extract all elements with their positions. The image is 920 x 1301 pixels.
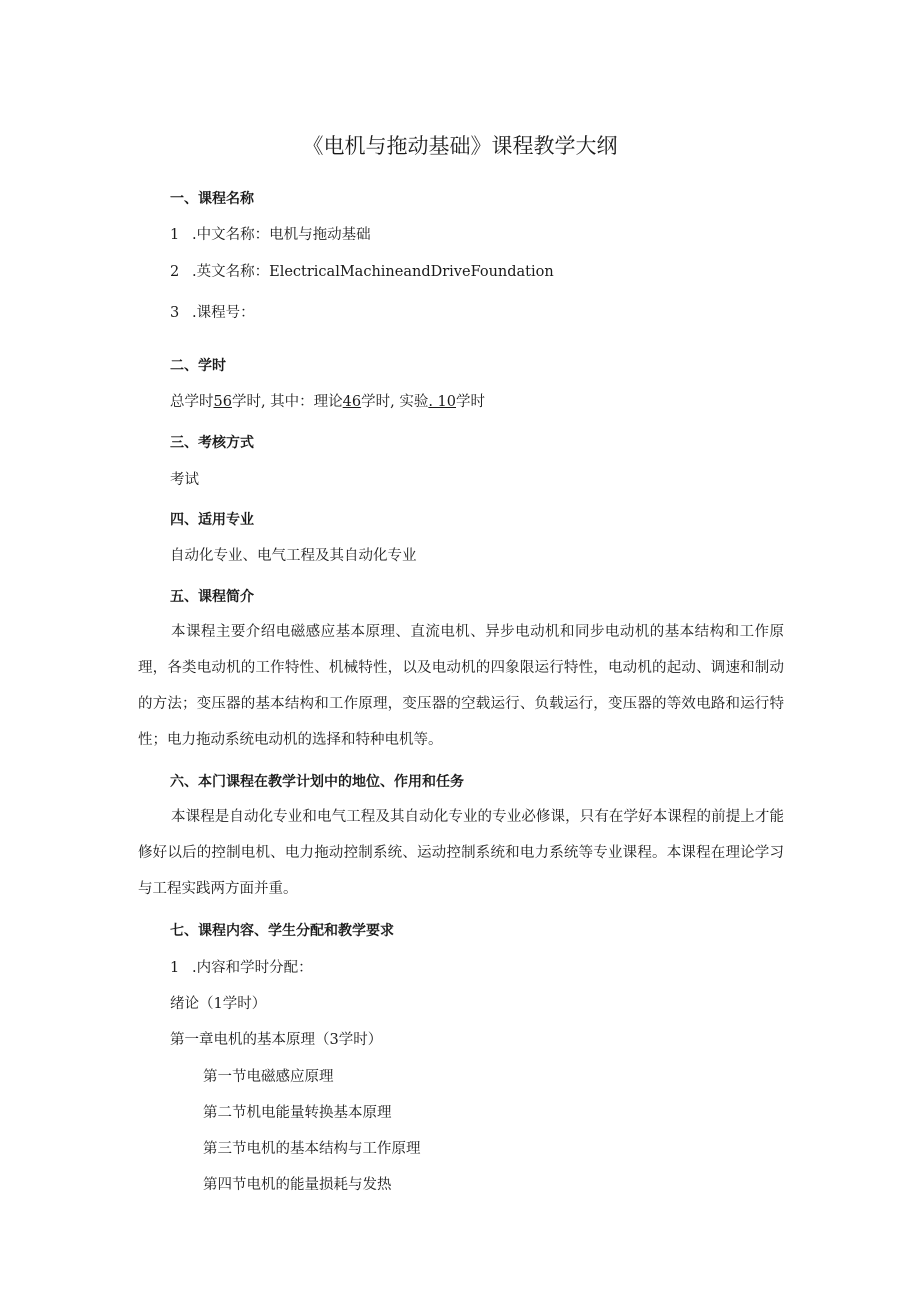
- hours-label: 学时, 实验: [361, 394, 429, 410]
- section-item: 第三节电机的基本结构与工作原理: [203, 1141, 421, 1157]
- list-item-chinese-name: [170, 223, 371, 244]
- section-heading-assessment: 三、考核方式: [170, 435, 254, 451]
- list-number: 1: [170, 960, 180, 976]
- hours-label: 学时, 其中：理论: [231, 394, 343, 410]
- assessment-text: 考试: [170, 472, 199, 488]
- hours-label: 总学时: [170, 394, 214, 410]
- list-item-course-number: [170, 301, 255, 322]
- list-text: .英文名称：ElectricalMachineandDriveFoundation: [192, 264, 554, 280]
- list-text: .课程号：: [192, 305, 255, 321]
- list-text: .中文名称：电机与拖动基础: [192, 227, 371, 243]
- section-item: 第四节电机的能量损耗与发热: [203, 1177, 392, 1193]
- list-item-content-allocation: [170, 956, 313, 977]
- majors-text: 自动化专业、电气工程及其自动化专业: [170, 548, 417, 564]
- section-heading-hours: 二、学时: [170, 358, 226, 374]
- list-number: 3: [170, 305, 180, 321]
- intro-chapter: 绪论（1学时）: [170, 996, 267, 1012]
- list-number: 2: [170, 264, 180, 280]
- theory-hours: 46: [342, 394, 362, 410]
- section-heading-content: 七、课程内容、学生分配和教学要求: [170, 923, 394, 939]
- list-number: 1: [170, 227, 180, 243]
- introduction-paragraph: 本课程主要介绍电磁感应基本原理、直流电机、异步电动机和同步电动机的基本结构和工作原理，各类电动机的工作特性、机械特性，以及电动机的四象限运行特性，电动机的起动、调速和制动的方法；变压器的基本结构和工作原理，变压器的空载运行、负载运行，变压器的等效电路和运行特性；电力拖动系统电动机的选择和特种电机等。: [138, 624, 784, 748]
- document-title: 《电机与拖动基础》课程教学大纲: [302, 134, 618, 158]
- list-item-english-name: [170, 260, 554, 281]
- section-heading-majors: 四、适用专业: [170, 512, 254, 528]
- chapter-1: 第一章电机的基本原理（3学时）: [170, 1032, 383, 1048]
- total-hours: 56: [213, 394, 232, 410]
- lab-hours: . 10: [428, 394, 457, 410]
- section-heading-role: 六、本门课程在教学计划中的地位、作用和任务: [170, 774, 464, 790]
- list-text: .内容和学时分配：: [192, 960, 313, 976]
- section-heading-introduction: 五、课程简介: [170, 589, 254, 605]
- role-paragraph: 本课程是自动化专业和电气工程及其自动化专业的专业必修课，只有在学好本课程的前提上才能修好以后的控制电机、电力拖动控制系统、运动控制系统和电力系统等专业课程。本课程在理论学习与工程实践两方面并重。: [138, 809, 784, 897]
- hours-text: [170, 390, 485, 411]
- hours-label: 学时: [456, 394, 486, 410]
- section-item: 第一节电磁感应原理: [203, 1069, 334, 1085]
- section-heading-course-name: 一、课程名称: [170, 191, 254, 207]
- section-item: 第二节机电能量转换基本原理: [203, 1105, 392, 1121]
